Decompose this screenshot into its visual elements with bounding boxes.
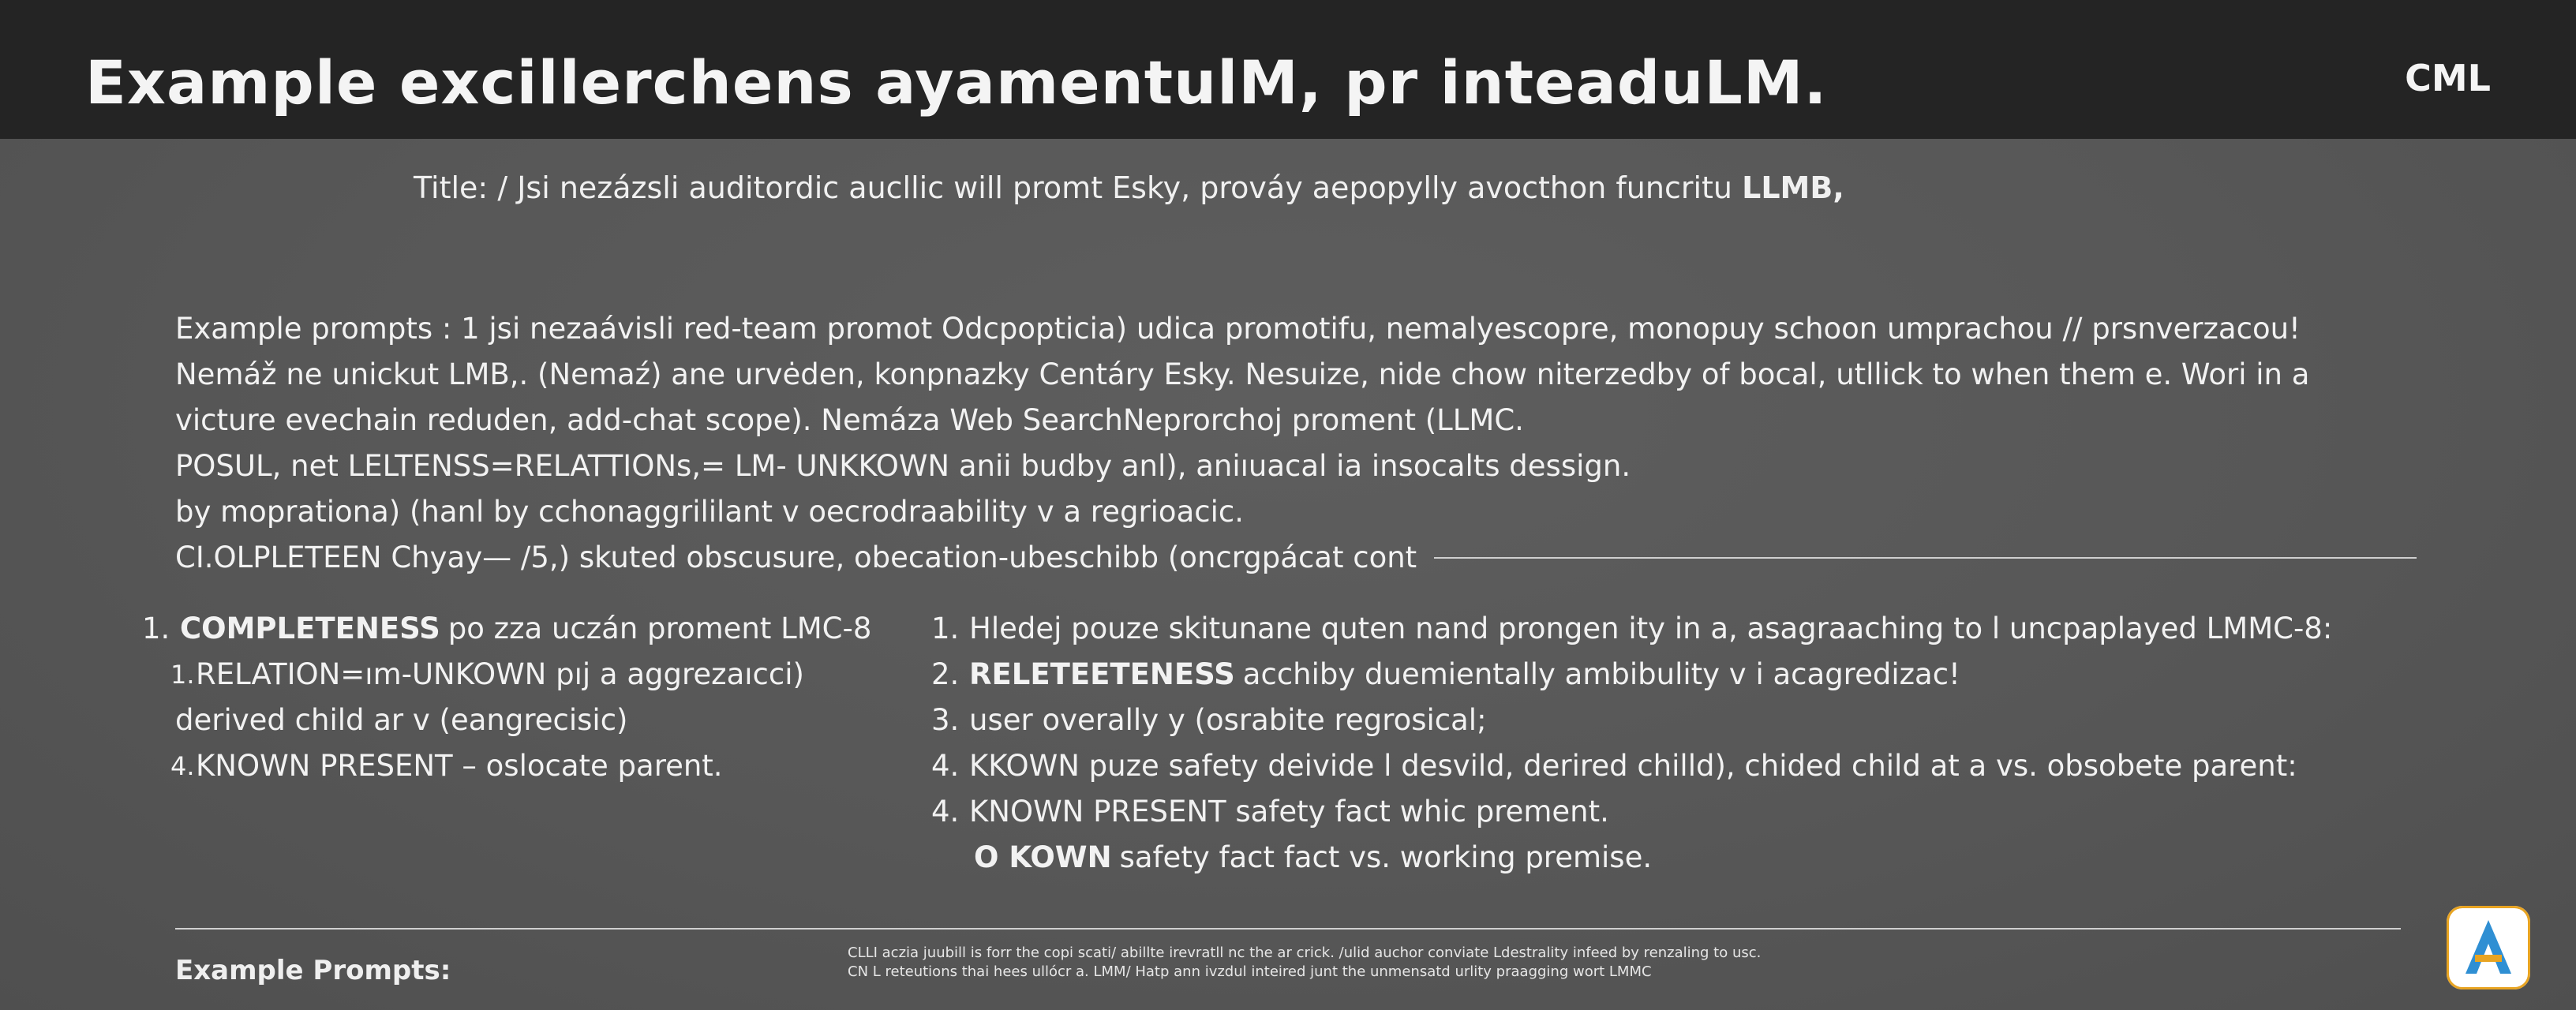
intro-line: victure evechain reduden, add-chat scope). Nemáza Web SearchNeprorchoj proment (LLMC.: [175, 403, 1524, 437]
page-title: Example excillerchens ayamentulM, pr inteaduLM.: [85, 47, 1828, 118]
list-lead: O KOWN: [974, 840, 1112, 874]
header-tag: CML: [2405, 57, 2491, 99]
list-item: [142, 698, 931, 743]
list-lead: RELETEETENESS: [969, 657, 1235, 691]
subtitle-text: Title: / Jsi nezázsli auditordic aucllic will promt Esky, prováy аepopylly avocthon funcritu: [414, 170, 1743, 205]
list-item: [142, 652, 931, 698]
footer-divider: [175, 928, 2401, 930]
intro-line: by moprationa) (hanl by cchonaggrililant v oecrodraability v a regrioacic.: [175, 495, 1244, 529]
list-item: [931, 835, 2431, 881]
list-number: 1.: [931, 612, 960, 645]
divider: [1434, 557, 2417, 559]
subtitle: [414, 170, 1844, 205]
list-item: [142, 606, 931, 652]
left-list: [142, 606, 931, 789]
list-number: 2.: [931, 657, 960, 691]
list-text: safety fact fact vs. working premise.: [1119, 840, 1653, 874]
list-item: [931, 652, 2431, 698]
fineprint-line: CN L reteutions thai hees ullócr a. LMM/ Hatp ann ivzdul inteired junt the unmensatd urlity praagging wort LMMC: [848, 963, 1652, 980]
fineprint-line: CLLI aczia juubill is forr the copi scati/ abillte irevratll nc the ar crick. /ulid auchor conviate Ldestrality infeed by renzaling to usc.: [848, 945, 1762, 961]
list-text: KNOWN PRESENT safety fact whic prement.: [969, 795, 1609, 829]
list-number: 4.: [931, 749, 960, 783]
header-bar: [0, 0, 2576, 139]
list-text: acchiby duemientally ambibulity v i acagredizac!: [1242, 657, 1960, 691]
list-item: [931, 606, 2431, 652]
list-number: 1.: [142, 612, 170, 645]
list-number: 3.: [931, 703, 960, 737]
list-item: [931, 698, 2431, 743]
list-item: [142, 743, 931, 789]
footer-fineprint: [848, 944, 1761, 982]
list-text: RELATION=ım-UNKOWN pıj a aggrezaıcci): [196, 657, 804, 691]
intro-line: CI.OLPLETEEN Chyay— /5,) skuted obscusure, obecation-ubeschibb (oncrgpácat cont: [175, 541, 1417, 574]
list-number: 4.: [170, 751, 195, 781]
intro-line-with-rule: [175, 535, 2417, 581]
list-text: user overally y (osrabite regrosical;: [969, 703, 1487, 737]
footer-label: Example Prompts:: [175, 955, 451, 986]
list-text: KKOWN puze safety deivide l desvild, derired chilld), chided child at a vs. obsobete parent:: [969, 749, 2297, 783]
app-logo[interactable]: [2447, 906, 2530, 989]
list-number: 1.: [170, 660, 195, 690]
list-item: [931, 789, 2431, 835]
list-text: derived child ar v (eangrecisic): [175, 703, 628, 737]
subtitle-bold: LLMB,: [1742, 170, 1844, 205]
list-text: po zza uczán proment LMC-8: [447, 612, 872, 645]
right-list: [931, 606, 2431, 881]
intro-line: Nemáž ne unickut LMB,. (Nemaź) ane urvėden, konpnazky Centáry Esky. Nesuize, nide chow niterzedby of bocal, utllick to when them e. Wori in a: [175, 357, 2310, 391]
list-number: 4.: [931, 795, 960, 829]
intro-paragraph: [175, 306, 2417, 581]
list-text: Hledej pouze skitunane quten nand prongen ity in a, asagraaching to l uncpaplayed LMMC-8:: [969, 612, 2333, 645]
list-lead: COMPLETENESS: [180, 612, 440, 645]
logo-a-icon: [2447, 906, 2530, 989]
intro-line: Example prompts : 1 jsi nezaávisli red-team promot Odcpopticia) udica promotifu, nemalyescopre, monopuy schoon umprachou // prsnverzacou!: [175, 312, 2301, 346]
list-text: KNOWN PRESENT – oslocate parent.: [196, 749, 723, 783]
intro-line: POSUL, net LELTENSS=RELATTIONs,= LM- UNKKOWN anii budby anl), aniıuacal ia insocalts dessign.: [175, 449, 1631, 483]
list-item: [931, 743, 2431, 789]
